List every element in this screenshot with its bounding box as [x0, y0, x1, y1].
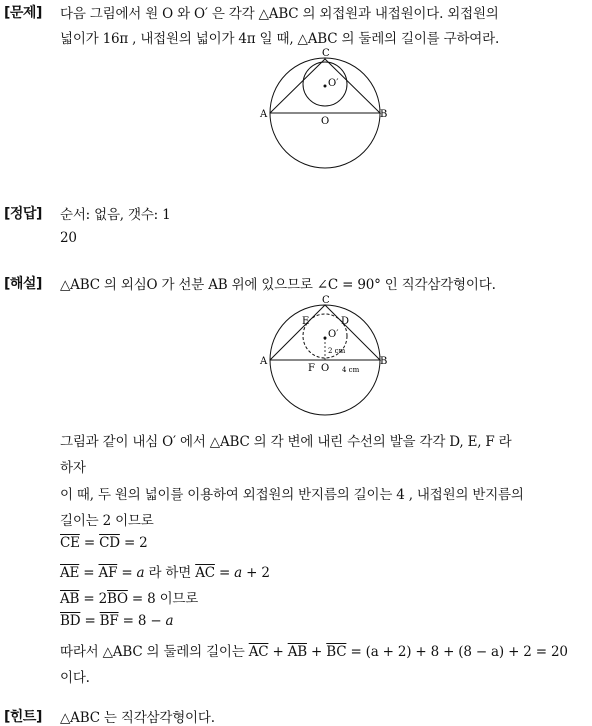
- answer-tag: [정답]: [4, 206, 42, 222]
- eq-rhs: = 8 −: [118, 613, 166, 629]
- problem-text-line2: 넓이가 16π , 내접원의 넓이가 4π 일 때, △ABC 의 둘레의 길이를 구하여라.: [60, 31, 500, 47]
- label-r-large: 4 cm: [342, 366, 360, 374]
- incircle: [303, 62, 347, 106]
- center-o-prime-dot: [324, 85, 327, 88]
- problem-tag: [문제]: [4, 5, 42, 21]
- eq-rhs: + 2: [242, 565, 270, 581]
- hint-text: △ABC 는 직각삼각형이다.: [60, 710, 215, 726]
- eq-op: = 2: [79, 591, 107, 607]
- eq-rhs: = 2: [119, 535, 148, 551]
- label-d: D: [341, 316, 350, 327]
- equation-ab-bo: [60, 587, 198, 607]
- eq-op: =: [80, 613, 100, 629]
- segment-bf: $\overline{BF}$: [99, 613, 119, 629]
- label-a: A: [260, 109, 268, 120]
- solution-intro: △ABC 의 외심O 가 선분 AB 위에 있으므로 ∠C = 90° 인 직각삼각형이다.: [60, 277, 496, 293]
- segment-ab: $\overline{AB}$: [287, 644, 307, 660]
- eq-op: =: [214, 565, 235, 581]
- eq-text: 라 하면: [144, 565, 196, 581]
- answer-line1: 순서: 없음, 갯수: 1: [60, 207, 171, 223]
- solution-p1b: 하자: [60, 460, 86, 476]
- label-o: O: [321, 363, 330, 374]
- segment-ac: $\overline{AC}$: [248, 644, 269, 660]
- label-b: B: [380, 356, 388, 367]
- label-e: E: [302, 316, 310, 327]
- label-o-prime: O′: [328, 329, 339, 340]
- eq-op: =: [117, 565, 137, 581]
- label-b: B: [380, 109, 388, 120]
- center-o-prime-dot: [324, 337, 327, 340]
- solution-tag: [해설]: [4, 276, 42, 292]
- eq-rhs: = (a + 2) + 8 + (8 − a) + 2 = 20: [346, 644, 568, 660]
- eq-op: =: [79, 535, 100, 551]
- solution-p2b: 길이는 2 이므로: [60, 513, 154, 529]
- equation-bd-bf: [60, 613, 173, 629]
- solution-figure: [258, 295, 392, 419]
- eq-op: +: [268, 644, 288, 660]
- label-c: C: [322, 48, 330, 59]
- label-o-prime: O′: [328, 78, 339, 89]
- var-a: a: [136, 565, 145, 581]
- label-o: O: [321, 116, 330, 127]
- solution-tail: 이다.: [60, 670, 90, 686]
- segment-ab: $\overline{AB}$: [60, 591, 80, 607]
- segment-cd: $\overline{CD}$: [99, 535, 120, 551]
- eq-op: +: [306, 644, 327, 660]
- label-r-small: 2 cm: [328, 347, 346, 355]
- equation-perimeter: [60, 640, 568, 660]
- segment-af: $\overline{AF}$: [98, 565, 118, 581]
- answer-value: 20: [60, 230, 77, 246]
- problem-figure: [258, 46, 392, 170]
- problem-text-line1: 다음 그림에서 원 O 와 O′ 은 각각 △ABC 의 외접원과 내접원이다. 외접원의: [60, 6, 499, 22]
- segment-bc: $\overline{BC}$: [326, 644, 347, 660]
- label-a: A: [260, 356, 268, 367]
- eq-rhs: = 8 이므로: [127, 591, 199, 607]
- segment-ae: $\overline{AE}$: [60, 565, 80, 581]
- equation-ce-cd: [60, 535, 148, 551]
- label-f: F: [308, 363, 315, 374]
- equation-ae-af: [60, 561, 270, 581]
- segment-ac: $\overline{AC}$: [195, 565, 215, 581]
- var-a: a: [234, 565, 243, 581]
- hint-tag: [힌트]: [4, 709, 42, 725]
- segment-bo: $\overline{BO}$: [106, 591, 128, 607]
- solution-p1a: 그림과 같이 내심 O′ 에서 △ABC 의 각 변에 내린 수선의 발을 각각 D, E, F 라: [60, 434, 512, 450]
- segment-bd: $\overline{BD}$: [60, 613, 81, 629]
- eq-op: =: [79, 565, 99, 581]
- eq-text: 따라서 △ABC 의 둘레의 길이는: [60, 644, 249, 660]
- solution-p2a: 이 때, 두 원의 넓이를 이용하여 외접원의 반지름의 길이는 4 , 내접원의 반지름의: [60, 487, 524, 503]
- segment-ce: $\overline{CE}$: [60, 535, 80, 551]
- label-c: C: [322, 295, 330, 306]
- var-a: a: [165, 613, 174, 629]
